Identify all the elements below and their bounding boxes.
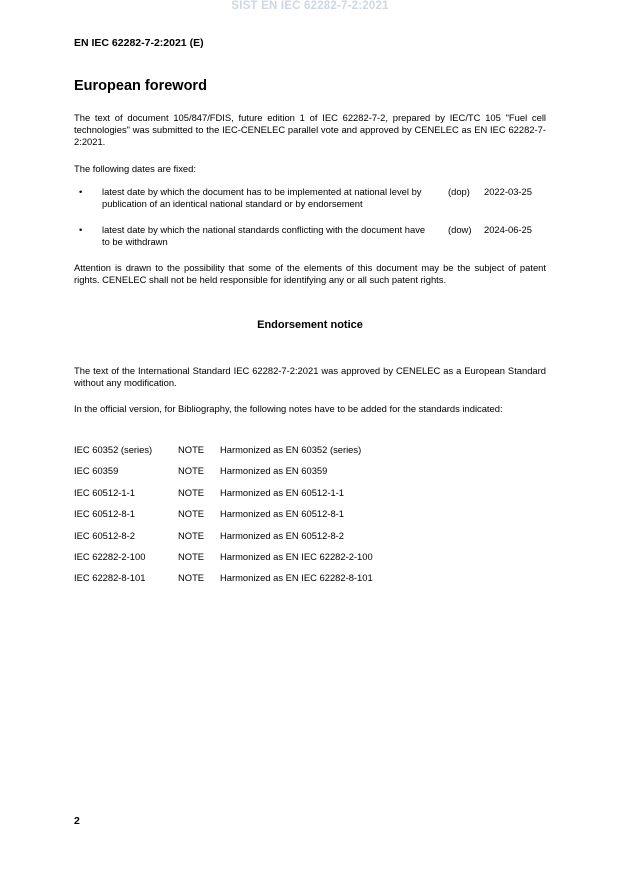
date-value: 2022-03-25 (484, 186, 532, 197)
note-label: NOTE (178, 487, 205, 498)
note-label: NOTE (178, 572, 205, 583)
harmonized-text: Harmonized as EN IEC 62282-8-101 (220, 572, 373, 583)
endorsement-title: Endorsement notice (257, 319, 363, 331)
standard-id: IEC 60352 (series) (74, 444, 153, 455)
watermark-text: SIST EN IEC 62282-7-2:2021 (231, 0, 389, 12)
note-label: NOTE (178, 465, 205, 476)
harmonized-text: Harmonized as EN 60359 (220, 465, 328, 476)
standard-id: IEC 60512-8-1 (74, 508, 135, 519)
harmonized-text: Harmonized as EN 60352 (series) (220, 444, 362, 455)
foreword-paragraph-1: The text of document 105/847/FDIS, future edition 1 of IEC 62282-7-2, prepared by IEC/TC 105 "Fuel cell technologies" was submitted to the IEC-CENELEC parallel vote and approved by CENELEC as EN IEC 62282-7-2:2021. (74, 112, 546, 147)
endorsement-paragraph-1: The text of the International Standard IEC 62282-7-2:2021 was approved by CENELEC as a European Standard without any modification. (74, 365, 546, 388)
bullet-icon: • (79, 186, 83, 197)
harmonized-text: Harmonized as EN 60512-1-1 (220, 487, 345, 498)
date-value: 2024-06-25 (484, 224, 532, 235)
date-abbreviation: (dop) (448, 186, 470, 197)
standard-id: IEC 60512-1-1 (74, 487, 135, 498)
date-description: latest date by which the document has to be implemented at national level by publication of an identical national standard or by endorsement (102, 186, 422, 209)
standard-id: IEC 62282-2-100 (74, 551, 146, 562)
page-number: 2 (74, 815, 80, 827)
harmonized-text: Harmonized as EN 60512-8-2 (220, 530, 345, 541)
foreword-title: European foreword (74, 78, 207, 94)
date-abbreviation: (dow) (448, 224, 472, 235)
harmonized-text: Harmonized as EN IEC 62282-2-100 (220, 551, 373, 562)
note-label: NOTE (178, 508, 205, 519)
date-description: latest date by which the national standards conflicting with the document have to be withdrawn (102, 224, 426, 247)
endorsement-paragraph-2: In the official version, for Bibliography, the following notes have to be added for the standards indicated: (74, 403, 503, 414)
document-id: EN IEC 62282-7-2:2021 (E) (74, 37, 204, 49)
standard-id: IEC 60512-8-2 (74, 530, 135, 541)
foreword-paragraph-3: Attention is drawn to the possibility that some of the elements of this document may be the subject of patent rights. CENELEC shall not be held responsible for identifying any or all such patent rights. (74, 262, 546, 285)
harmonized-text: Harmonized as EN 60512-8-1 (220, 508, 345, 519)
standard-id: IEC 60359 (74, 465, 119, 476)
bullet-icon: • (79, 224, 83, 235)
standard-id: IEC 62282-8-101 (74, 572, 146, 583)
note-label: NOTE (178, 444, 205, 455)
note-label: NOTE (178, 551, 205, 562)
note-label: NOTE (178, 530, 205, 541)
foreword-paragraph-2: The following dates are fixed: (74, 163, 196, 174)
